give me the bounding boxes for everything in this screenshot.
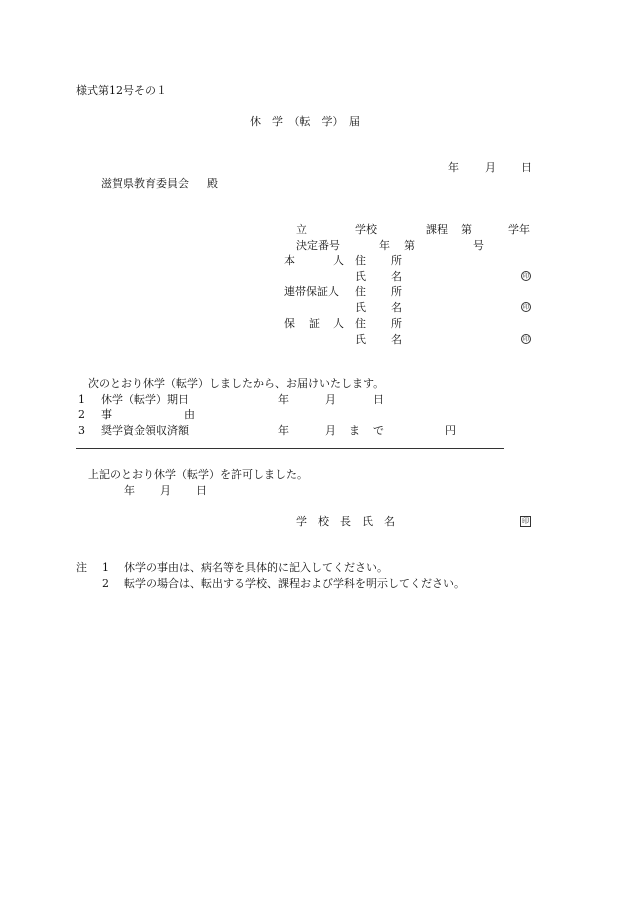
guarantor-address-a: 住 bbox=[355, 317, 366, 330]
note2-number: 2 bbox=[102, 577, 109, 590]
approval-statement: 上記のとおり休学（転学）を許可しました。 bbox=[88, 468, 308, 481]
joint-guarantor-role: 連帯保証人 bbox=[284, 285, 339, 298]
joint-guarantor-name-b: 名 bbox=[391, 301, 402, 314]
date-day-label: 日 bbox=[521, 161, 532, 174]
school-ritsu: 立 bbox=[296, 223, 307, 236]
joint-guarantor-address-b: 所 bbox=[391, 285, 402, 298]
joint-guarantor-seal-icon: 印 bbox=[522, 304, 529, 311]
note1-number: 1 bbox=[102, 561, 109, 574]
guarantor-name-b: 名 bbox=[391, 333, 402, 346]
joint-guarantor-name-a: 氏 bbox=[355, 301, 366, 314]
guarantor-role-b: 証 bbox=[309, 317, 320, 330]
item3-made-b: で bbox=[373, 424, 384, 437]
addressee-name: 滋賀県教育委員会 bbox=[101, 177, 189, 190]
statement: 次のとおり休学（転学）しましたから、お届けいたします。 bbox=[88, 377, 385, 390]
notes-label: 注 bbox=[76, 561, 87, 574]
item3-label: 奨学資金領収済額 bbox=[101, 424, 189, 437]
decision-year-label: 年 bbox=[379, 239, 390, 252]
grade-label: 学年 bbox=[508, 223, 530, 236]
note2-text: 転学の場合は、転出する学校、課程および学科を明示してください。 bbox=[124, 577, 465, 590]
applicant-name-b: 名 bbox=[391, 270, 402, 283]
document-title: 休 学 （転 学） 届 bbox=[250, 115, 360, 128]
principal-name-label: 学 校 長 氏 名 bbox=[296, 515, 395, 528]
item2-label-a: 事 bbox=[101, 408, 112, 421]
item2-number: 2 bbox=[78, 408, 85, 421]
applicant-role-a: 本 bbox=[284, 254, 295, 267]
applicant-address-a: 住 bbox=[355, 254, 366, 267]
date-month-label: 月 bbox=[485, 161, 496, 174]
form-number: 様式第12号その１ bbox=[76, 84, 167, 97]
applicant-role-b: 人 bbox=[333, 254, 344, 267]
joint-guarantor-address-a: 住 bbox=[355, 285, 366, 298]
divider-line bbox=[76, 448, 504, 449]
applicant-seal-icon: 印 bbox=[522, 273, 529, 280]
note1-text: 休学の事由は、病名等を具体的に記入してください。 bbox=[124, 561, 388, 574]
addressee-honorific: 殿 bbox=[207, 177, 218, 190]
decision-go-label: 号 bbox=[473, 239, 484, 252]
principal-seal-icon: 印 bbox=[522, 517, 529, 525]
decision-dai-label: 第 bbox=[404, 239, 415, 252]
guarantor-role-a: 保 bbox=[284, 317, 295, 330]
applicant-name-a: 氏 bbox=[355, 270, 366, 283]
item3-month-label: 月 bbox=[325, 424, 336, 437]
item3-made-a: ま bbox=[349, 424, 360, 437]
guarantor-seal-icon: 印 bbox=[522, 336, 529, 343]
applicant-address-b: 所 bbox=[391, 254, 402, 267]
item2-label-b: 由 bbox=[184, 408, 195, 421]
item1-month-label: 月 bbox=[325, 393, 336, 406]
item1-day-label: 日 bbox=[373, 393, 384, 406]
item3-yen-label: 円 bbox=[445, 424, 456, 437]
item3-number: 3 bbox=[78, 424, 85, 437]
guarantor-address-b: 所 bbox=[391, 317, 402, 330]
approval-year-label: 年 bbox=[124, 484, 135, 497]
item1-label: 休学（転学）期日 bbox=[101, 393, 189, 406]
course-label: 課程 bbox=[426, 223, 448, 236]
approval-month-label: 月 bbox=[160, 484, 171, 497]
approval-day-label: 日 bbox=[196, 484, 207, 497]
item3-year-label: 年 bbox=[278, 424, 289, 437]
guarantor-role-c: 人 bbox=[333, 317, 344, 330]
guarantor-name-a: 氏 bbox=[355, 333, 366, 346]
item1-number: 1 bbox=[78, 393, 85, 406]
item1-year-label: 年 bbox=[278, 393, 289, 406]
date-year-label: 年 bbox=[448, 161, 459, 174]
course-dai-label: 第 bbox=[461, 223, 472, 236]
decision-number-label: 決定番号 bbox=[296, 239, 340, 252]
school-label: 学校 bbox=[355, 223, 377, 236]
